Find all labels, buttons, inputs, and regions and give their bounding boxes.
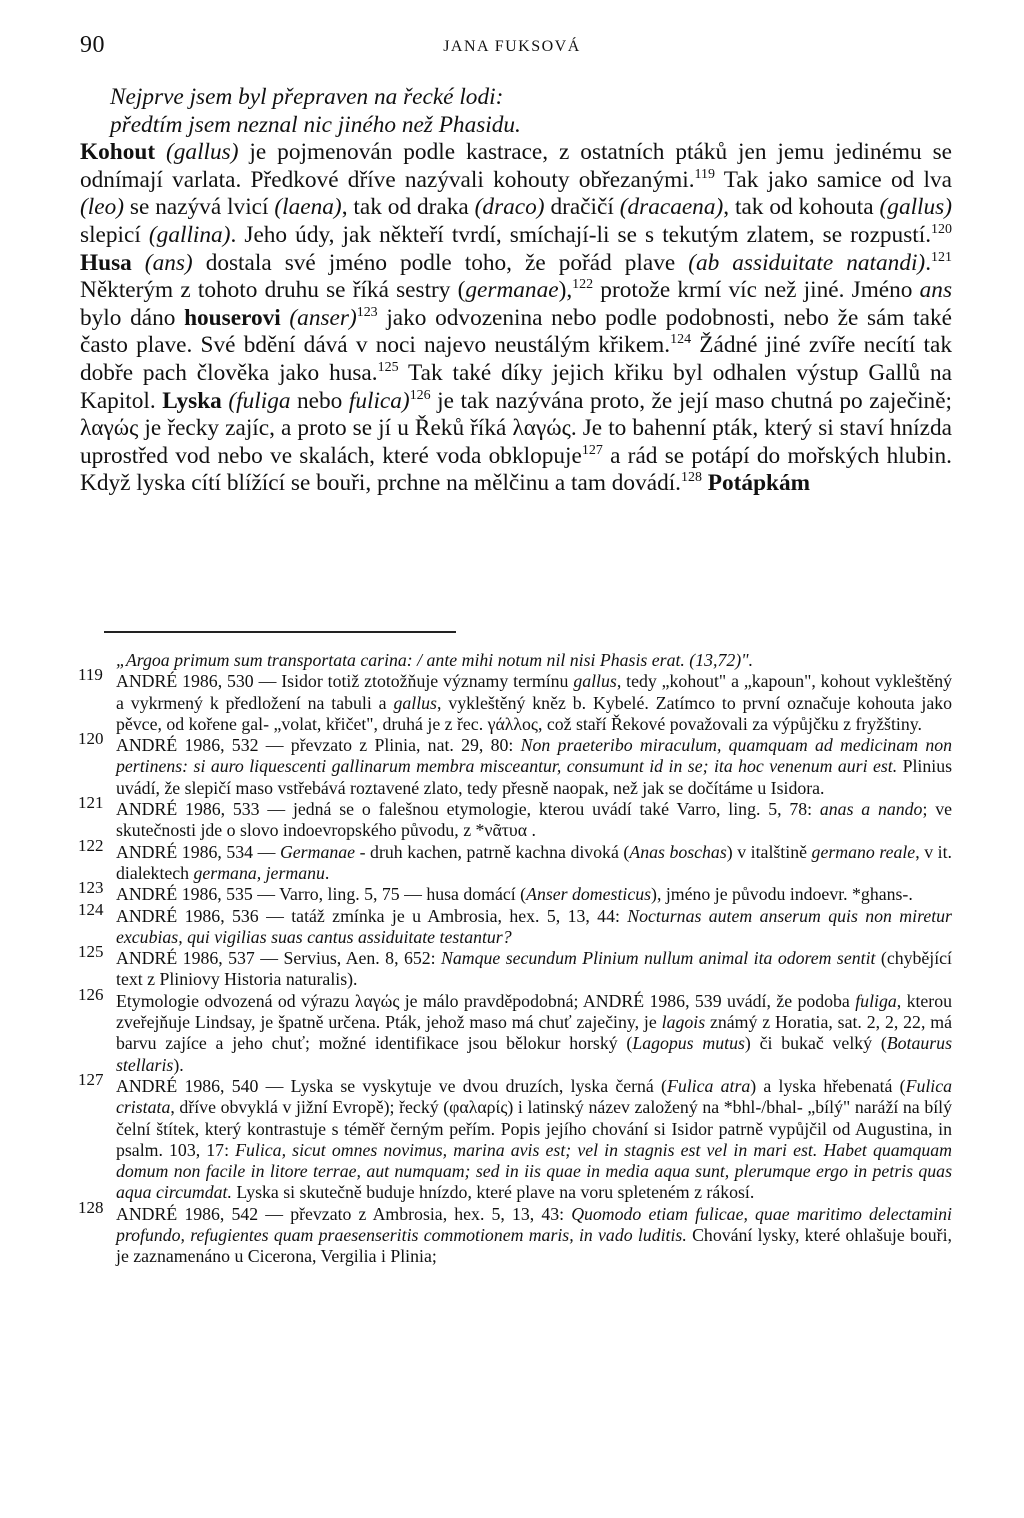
main-text (80, 84, 952, 498)
footnote-number: 119 (78, 665, 103, 685)
footnotes (78, 650, 952, 1268)
footnote-number: 121 (78, 793, 104, 813)
footnote-number: 123 (78, 878, 104, 898)
footnote-ref: 123 (356, 304, 378, 320)
footnote-number: 125 (78, 942, 104, 962)
footnote-ref: 127 (581, 442, 603, 458)
footnote-122: 122 ANDRÉ 1986, 534 — Germanae - druh kachen, patrně kachna divoká (Anas boschas) v italštině germano reale, v it. dialektech germana, jermanu. (78, 835, 952, 883)
footnote-119: 119 ANDRÉ 1986, 530 — Isidor totiž ztotožňuje významy termínu gallus, tedy „kohout" a „kapoun", kohout vykleštěný a vykrmený k předložení na tabuli a gallus, vykleštěný kněz b. Kybelé. Zatímco to první označuje kohouta jako pěvce, od kořene gal- „volat, křičet", druhá je z řec. γάλλος, což staří Řekové považovali za výpůjčku z fryžštiny. (78, 665, 953, 734)
footnote-ref: 119 (694, 166, 715, 182)
verse-line: předtím jsem neznal nic jiného než Phasidu. (110, 111, 521, 138)
main-paragraph: Kohout (gallus) je pojmenován podle kastrace, z ostatních ptáků jen jemu jedinému se odnímají varlata. Předkové dříve nazývali kohouty obřezanými.$^{119}$ Tak jako samice od lva (leo) se nazývá lvicí (laena), tak od draka (draco) dračičí (dracaena), tak od kohouta (gallus) slepicí (gallina). Jeho údy, jak někteří tvrdí, smíchají-li se s tekutým zlatem, se rozpustí.$^{120}$ Husa (ans) dostala své jméno podle toho, že pořád plave (ab assiduitate natandi).$^{121}$ Některým z tohoto druhu se říká sestry (germanae),$^{122}$ protože krmí víc než jiné. Jméno ans bylo dáno houserovi (anser)$^{123}$ jako odvozenina nebo podle podobnosti, nebo že sám také často plave. Své bdění dává v noci najevo neustálým křikem.$^{124}$ Žádné jiné zvíře necítí tak dobře pach člověka jako husa.$^{125}$ Tak také díky jejich křiku byl odhalen výstup Gallů na Kapitol. Lyska (fuliga nebo fulica)$^{126}$ je tak nazývána proto, že její maso chutná po zaječině; λαγώς je řecky zajíc, a proto se jí u Řeků říká λαγώς. Je to bahenní pták, který si staví hnízda uprostřed vod nebo ve skalách, které voda obklopuje$^{127}$ a rád se potápí do mořských hlubin. Když lyska cítí blížící se bouři, prchne na mělčinu a tam dovádí.$^{128}$ Potápkám (80, 139, 953, 497)
footnote-124: 124 ANDRÉ 1986, 536 — tatáž zmínka je u Ambrosia, hex. 5, 13, 44: Nocturnas autem anserum quis non miretur excubias, qui vigilias suas cantus assiduitate testantur? (78, 899, 952, 947)
footnote-number: 120 (78, 729, 104, 749)
footnote-number: 124 (78, 899, 104, 919)
footnote-number: 122 (78, 835, 104, 855)
footnote-121: 121 ANDRÉ 1986, 533 — jedná se o falešnou etymologie, kterou uvádí také Varro, ling. 5, 78: anas a nando; ve skutečnosti jde o slovo indoevropského původu, z *νᾶτυα . (78, 793, 952, 841)
running-header: JANA FUKSOVÁ (443, 38, 581, 55)
footnote-123: 123 ANDRÉ 1986, 535 — Varro, ling. 5, 75 — husa domácí (Anser domesticus), jméno je původu indoevr. *ghans-. (78, 878, 913, 905)
footnote-127: 127 ANDRÉ 1986, 540 — Lyska se vyskytuje ve dvou druzích, lyska černá (Fulica atra) a lyska hřebenatá (Fulica cristata, dříve obvyklá v jižní Evropě); řecký (φαλαρίς) i latinský název založený na *bhl-/bhal- „bílý" naráží na bílý čelní štítek, který kontrastuje s téměř černým peřím. Popis jejího chování si Isidor patrně vypůjčil od Augustina, in psalm. 103, 17: Fulica, sicut omnes novimus, marina avis est; vel in stagnis est vel in mari est. Habet quamquam domum non facile in litore terrae, aut numquam; sed in iis quae in media aqua sunt, plerumque ergo in petris quas aqua circumdat. Lyska si skutečně buduje hnízdo, které plave na voru spleteném z rákosí. (78, 1069, 953, 1203)
footnote-126: 126 Etymologie odvozená od výrazu λαγώς je málo pravděpodobná; ANDRÉ 1986, 539 uvádí, že podoba fuliga, kterou zveřejňuje Lindsay, je špatně určena. Pták, jehož maso má chuť zaječiny, je lagois známý z Horatia, sat. 2, 2, 22, má barvu zajíce a jeho chuť; možné identifikace jsou bělokur horský (Lagopus mutus) či bukač velký (Botaurus stellaris). (78, 984, 952, 1075)
footnote-128: 128 ANDRÉ 1986, 542 — převzato z Ambrosia, hex. 5, 13, 43: Quomodo etiam fulicae, quae maritimo delectamini profundo, refugientes quam praesenseritis commotionem maris, in vado luditis. Chování lysky, které ohlašuje bouři, je zaznamenáno u Cicerona, Vergilia i Plinia; (78, 1197, 953, 1267)
footnote-number: 126 (78, 984, 104, 1004)
footnote-125: 125 ANDRÉ 1986, 537 — Servius, Aen. 8, 652: Namque secundum Plinium nullum animal ita odorem sentit (chybějící text z Pliniovy Historia naturalis). (78, 942, 952, 990)
footnote-ref: 120 (931, 221, 952, 237)
footnote-ref: 125 (377, 359, 399, 375)
footnote-number: 127 (78, 1069, 104, 1089)
verse-line: Nejprve jsem byl přepraven na řecké lodi: (110, 84, 504, 110)
footnote-number: 128 (78, 1197, 104, 1217)
footnote-ref: 122 (572, 277, 594, 293)
footnote-continuation: „Argoa primum sum transportata carina: / ante mihi notum nil nisi Phasis erat. (13,72)". (116, 650, 754, 670)
footnote-120: 120 ANDRÉ 1986, 532 — převzato z Plinia, nat. 29, 80: Non praeteribo miraculum, quamquam ad medicinam non pertinens: si auro liquescenti gallinarum membra misceantur, consumunt id in se; ita hoc venenum auri est. Plinius uvádí, že slepičí maso vstřebává roztavené zlato, tedy přesně naopak, než jak se dočítáme u Isidora. (78, 729, 953, 798)
footnote-ref: 121 (931, 249, 952, 265)
footnote-ref: 128 (681, 470, 702, 486)
footnote-ref: 124 (670, 332, 692, 348)
footnote-ref: 126 (409, 387, 431, 403)
page-number: 90 (80, 32, 105, 58)
footnote-separator (104, 631, 456, 633)
